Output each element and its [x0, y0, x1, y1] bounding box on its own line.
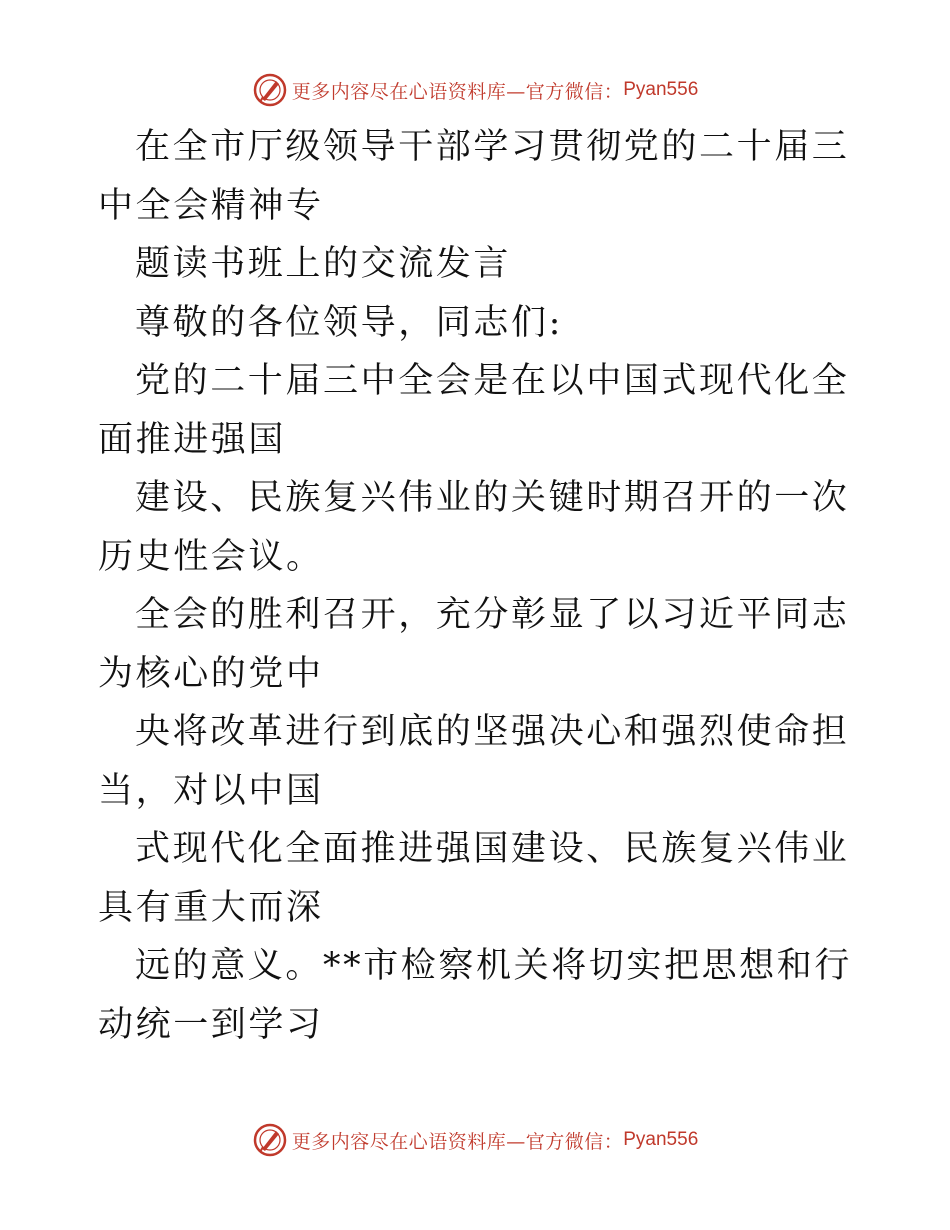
paragraph-line: 尊敬的各位领导，同志们:	[135, 302, 563, 343]
document-body	[98, 118, 858, 1054]
paragraph-line: 远的意义。**市检察机关将切实把思想和行动统一到学习	[98, 946, 853, 1045]
paragraph-line: 建设、民族复兴伟业的关键时期召开的一次历史性会议。	[98, 478, 850, 577]
footer-watermark	[0, 1120, 950, 1160]
watermark-text: 更多内容尽在心语资料库—官方微信：	[291, 1130, 624, 1153]
paragraph-line: 党的二十届三中全会是在以中国式现代化全面推进强国	[98, 361, 850, 460]
paragraph-line: 题读书班上的交流发言	[135, 244, 512, 284]
quill-logo-icon	[252, 1122, 288, 1158]
quill-logo-icon	[252, 72, 288, 108]
paragraph-line: 式现代化全面推进强国建设、民族复兴伟业具有重大而深	[98, 829, 850, 928]
watermark-id: Pyan556	[623, 1129, 699, 1150]
paragraph-line: 全会的胜利召开，充分彰显了以习近平同志为核心的党中	[98, 595, 850, 694]
watermark-id: Pyan556	[623, 79, 699, 100]
paragraph-line: 央将改革进行到底的坚强决心和强烈使命担当，对以中国	[98, 712, 850, 811]
paragraph-line: 在全市厅级领导干部学习贯彻党的二十届三中全会精神专	[98, 127, 850, 226]
header-watermark	[0, 70, 950, 110]
watermark-text: 更多内容尽在心语资料库—官方微信：	[291, 80, 624, 103]
